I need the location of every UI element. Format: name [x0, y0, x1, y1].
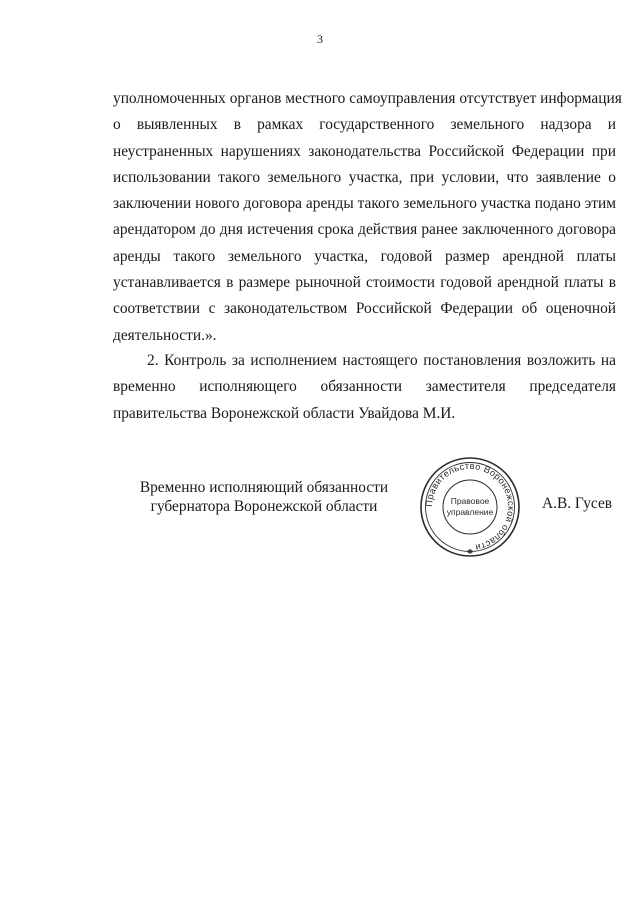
paragraph-line: о выявленных в рамках государственного земельного надзора и [113, 116, 616, 134]
paragraph-line: устанавливается в размере рыночной стоимости годовой арендной платы в [113, 274, 616, 292]
page-number: 3 [317, 32, 323, 46]
paragraph-line: 2. Контроль за исполнением настоящего постановления возложить на [147, 352, 616, 369]
paragraph-line: правительства Воронежской области Увайдова М.И. [113, 404, 456, 422]
paragraph-1 [113, 86, 622, 349]
paragraph-line: аренды такого земельного участка, годовой размер арендной платы [113, 247, 616, 265]
paragraph-line: использовании такого земельного участка, при условии, что заявление о [113, 168, 616, 186]
signatory-title-line: Временно исполняющий обязанности [139, 479, 389, 496]
seal-center-line1: Правовое [450, 496, 490, 506]
paragraph-line: уполномоченных органов местного самоуправления отсутствует информация [113, 90, 622, 107]
official-seal [418, 455, 522, 559]
seal-ring-textpath: Правительство Воронежской области [423, 460, 517, 553]
signatory-title [136, 478, 392, 516]
paragraph-line: неустраненных нарушениях законодательства Российской Федерации при [113, 142, 616, 160]
paragraph-line: временно исполняющего обязанности заместителя председателя [113, 378, 616, 396]
seal-center-line2: управление [446, 507, 494, 517]
signatory-name: А.В. Гусев [542, 495, 613, 512]
paragraph-line: деятельности.». [113, 326, 217, 344]
seal-star-icon: ✱ [467, 548, 473, 556]
paragraph-line: заключении нового договора аренды такого земельного участка подано этим [113, 195, 616, 213]
paragraph-2 [113, 348, 616, 427]
signatory-title-line: губернатора Воронежской области [150, 498, 378, 515]
paragraph-line: соответствии с законодательством Российской Федерации об оценочной [113, 300, 616, 318]
paragraph-line: арендатором до дня истечения срока действия ранее заключенного договора [113, 221, 616, 239]
